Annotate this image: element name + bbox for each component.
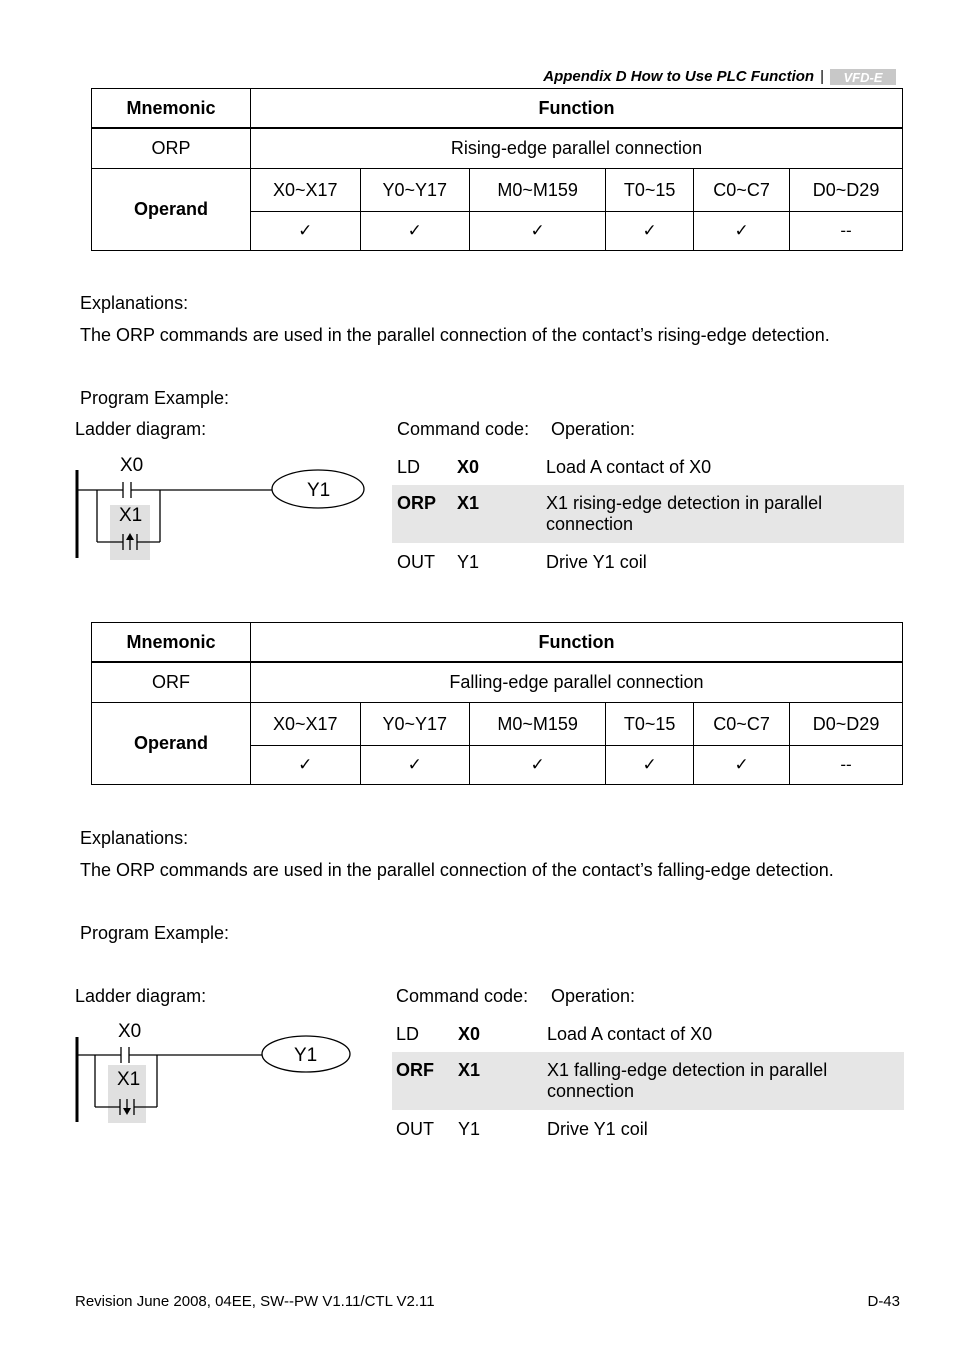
ladder-diagram-orf [70,1015,370,1130]
command-code-header: Command code: [396,986,529,1006]
command-code-header: Command code: [397,419,530,439]
command-code: ORP [397,493,437,513]
command-operation: Drive Y1 coil [546,552,647,572]
operation-header: Operation: [551,986,636,1006]
operand-d: D0~D29 [790,703,903,746]
check-mark: ✓ [694,746,790,785]
explanation-text: The ORP commands are used in the parallel connection of the contact’s rising-edge detection. [80,325,830,345]
command-table-orf [392,986,904,1149]
command-operand: X0 [458,1024,481,1044]
command-code: OUT [396,1119,434,1139]
command-operation: Drive Y1 coil [547,1119,648,1139]
check-mark: ✓ [251,212,361,251]
function-header: Function [251,89,903,129]
footer-revision: Revision June 2008, 04EE, SW--PW V1.11/CTL V2.11 [75,1293,435,1310]
check-mark: ✓ [251,746,361,785]
contact-label-x0: X0 [118,1021,142,1042]
command-header-row [392,986,904,1024]
operand-x: X0~X17 [251,703,361,746]
header-separator: | [820,68,824,85]
mnemonic-header: Mnemonic [92,89,251,129]
command-operand: X1 [457,493,480,513]
mnemonic-cell: ORP [92,128,251,169]
check-mark: ✓ [606,746,694,785]
operand-t: T0~15 [606,703,694,746]
check-mark: ✓ [360,212,470,251]
command-operand: Y1 [458,1119,481,1139]
orp-table [91,88,903,251]
operand-label: Operand [92,169,251,251]
operand-y: Y0~Y17 [360,169,470,212]
command-operation: Load A contact of X0 [547,1024,713,1044]
operand-m: M0~M159 [470,169,606,212]
program-example-title: Program Example: [80,388,230,408]
explanations-title: Explanations: [80,828,189,848]
command-header-row [392,419,904,457]
function-cell: Rising-edge parallel connection [251,128,903,169]
command-code: ORF [396,1060,434,1080]
coil-label-y1: Y1 [294,1045,318,1066]
command-row [392,1110,904,1149]
dash-mark: -- [790,212,903,251]
command-row [392,543,904,582]
ladder-label: Ladder diagram: [75,986,207,1006]
check-mark: ✓ [470,746,606,785]
check-mark: ✓ [606,212,694,251]
mnemonic-cell: ORF [92,662,251,703]
contact-label-x0: X0 [120,455,144,476]
command-operation: X1 falling-edge detection in parallel connection [547,1060,828,1101]
mnemonic-header: Mnemonic [92,623,251,663]
function-header: Function [251,623,903,663]
explanations-title: Explanations: [80,293,189,313]
orf-table [91,622,903,785]
check-mark: ✓ [694,212,790,251]
operand-d: D0~D29 [790,169,903,212]
command-row [392,1052,904,1110]
explanation-text: The ORP commands are used in the parallel connection of the contact’s falling-edge detection. [80,860,834,880]
operand-y: Y0~Y17 [360,703,470,746]
operand-x: X0~X17 [251,169,361,212]
operation-header: Operation: [551,419,636,439]
ladder-label: Ladder diagram: [75,419,207,439]
check-mark: ✓ [360,746,470,785]
command-row [392,485,904,543]
command-code: LD [397,457,421,477]
operand-t: T0~15 [606,169,694,212]
program-example-title: Program Example: [80,923,230,943]
contact-label-x1: X1 [119,505,143,526]
command-operand: X0 [457,457,480,477]
command-row [392,1024,904,1052]
command-operation: Load A contact of X0 [546,457,712,477]
header-title: Appendix D How to Use PLC Function [543,68,815,85]
command-operand: Y1 [457,552,480,572]
operand-c: C0~C7 [694,703,790,746]
command-table-orp [392,419,904,582]
command-operation: X1 rising-edge detection in parallel connection [546,493,823,534]
contact-label-x1: X1 [117,1069,141,1090]
check-mark: ✓ [470,212,606,251]
coil-label-y1: Y1 [307,480,331,501]
vfd-e-logo [830,69,896,85]
operand-label: Operand [92,703,251,785]
command-row [392,457,904,485]
command-code: LD [396,1024,420,1044]
footer-page-number: D-43 [867,1293,900,1310]
logo-text: VFD-E [843,69,883,85]
command-code: OUT [397,552,435,572]
function-cell: Falling-edge parallel connection [251,662,903,703]
operand-m: M0~M159 [470,703,606,746]
command-operand: X1 [458,1060,481,1080]
dash-mark: -- [790,746,903,785]
operand-c: C0~C7 [694,169,790,212]
page-header [543,68,896,85]
ladder-diagram-orp [70,450,370,565]
